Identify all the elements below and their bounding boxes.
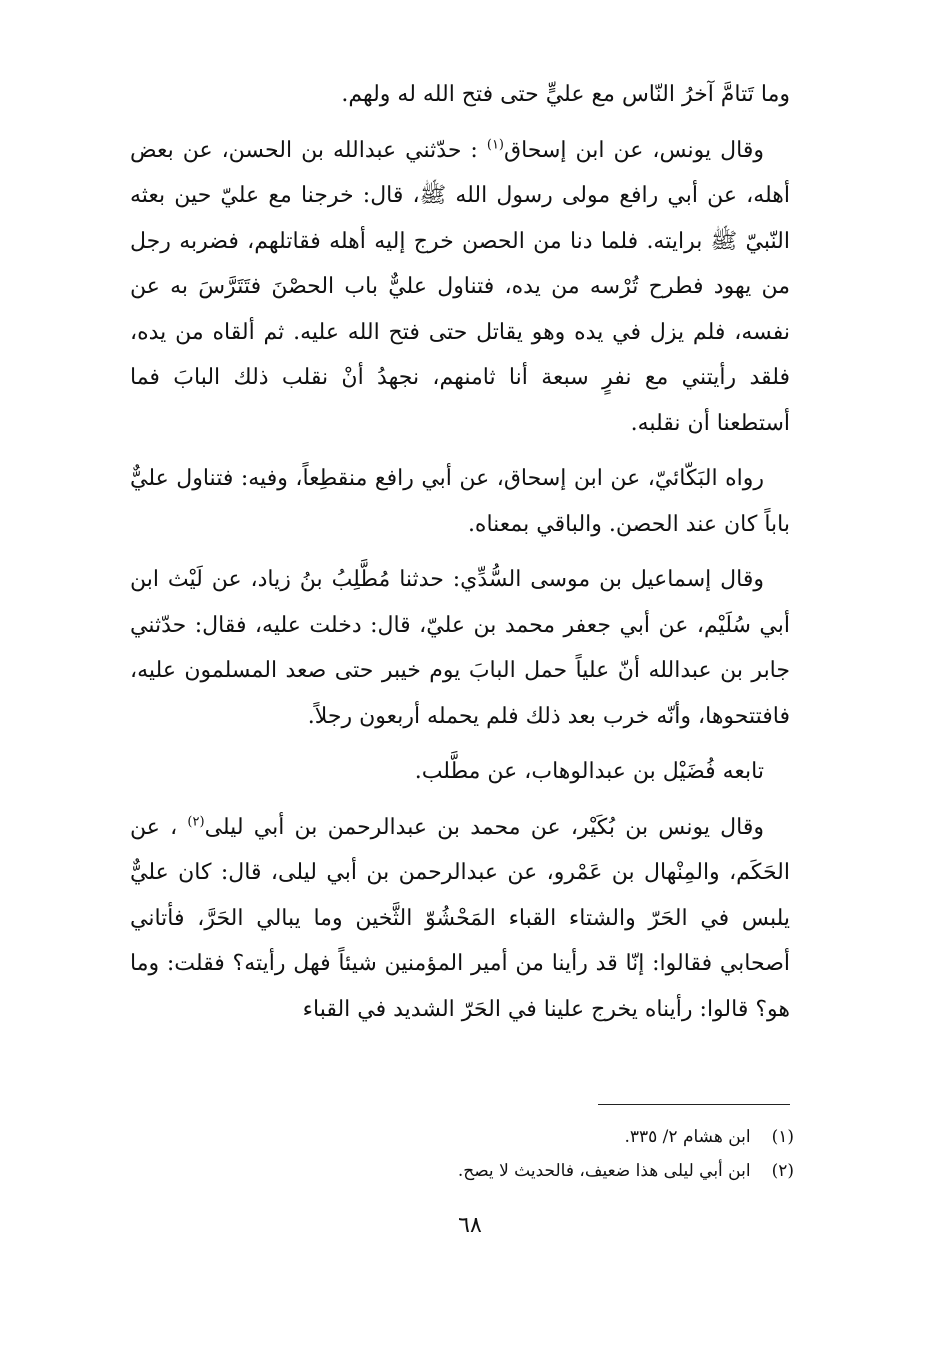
paragraph-5 xyxy=(130,749,790,795)
paragraph-5-text: تابعه فُضَيْل بن عبدالوهاب، عن مطَّلب. xyxy=(414,759,764,784)
paragraph-2-text-after: : حدّثني عبدالله بن الحسن، عن بعض أهله، عن أبي رافع مولى رسول الله ﷺ، قال: خرجنا مع عليّ حين بعثه النّبيّ ﷺ برايته. فلما دنا من الحصن خرج إليه أهله فقاتلهم، فضربه رجل من يهود فطرح تُرْسه من يده، فتناول عليٌّ باب الحصْنَ فتَتَرَّسَ به عن نفسه، فلم يزل في يده وهو يقاتل حتى فتح الله عليه. ثم ألقاه من يده، فلقد رأيتني مع نفرٍ سبعة أنا ثامنهم، نجهدُ أنْ نقلب ذلك البابَ فما أستطعنا أن نقلبه. xyxy=(130,137,790,436)
paragraph-1 xyxy=(130,72,790,118)
footnote-1-number: (١) xyxy=(771,1127,794,1147)
footnote-2 xyxy=(300,1154,794,1188)
paragraph-4 xyxy=(130,557,790,739)
paragraph-6 xyxy=(130,805,790,1033)
paragraph-6-text: وقال يونس بن بُكَيْر، عن محمد بن عبدالرحمن بن أبي ليلى xyxy=(204,814,764,840)
paragraph-1-text: وما تَتامَّ آخرُ النّاس مع عليٍّ حتى فتح الله له ولهم. xyxy=(341,82,790,107)
footnotes xyxy=(300,1120,794,1188)
page-number: ٦٨ xyxy=(458,1213,482,1238)
footnote-2-number: (٢) xyxy=(771,1161,794,1181)
paragraph-2 xyxy=(130,128,790,447)
footnote-2-text: ابن أبي ليلى هذا ضعيف، فالحديث لا يصح. xyxy=(457,1161,751,1181)
footnote-ref-2: (٢) xyxy=(187,814,205,830)
paragraph-6-text-after: ، عن الحَكَم، والمِنْهال بن عَمْرو، عن عبدالرحمن بن أبي ليلى، قال: كان عليٌّ يلبس في الحَرّ والشتاء القباء المَحْشُوّ الثَّخين وما يبالي الحَرَّ، فأتاني أصحابي فقالوا: إنّا قد رأينا من أمير المؤمنين شيئاً فهل رأيته؟ فقلت: وما هو؟ قالوا: رأيناه يخرج علينا في الحَرّ الشديد في القباء xyxy=(130,814,790,1022)
paragraph-3 xyxy=(130,456,790,547)
main-text xyxy=(130,72,790,1032)
paragraph-4-text: وقال إسماعيل بن موسى السُّدِّي: حدثنا مُطَّلِبُ بنُ زياد، عن لَيْث ابن أبي سُلَيْم، عن أبي جعفر محمد بن عليّ، قال: دخلت عليه، فقال: حدّثني جابر بن عبدالله أنّ علياً حمل البابَ يوم خيبر حتى صعد المسلمون عليه، فافتتحوها، وأنّه خرب بعد ذلك فلم يحمله أربعون رجلاً. xyxy=(130,567,790,729)
footnote-ref-1: (١) xyxy=(486,137,504,153)
footnote-1-text: ابن هشام ٢/ ٣٣٥. xyxy=(624,1127,751,1147)
footnote-1 xyxy=(300,1120,794,1154)
paragraph-3-text: رواه البَكّائيّ، عن ابن إسحاق، عن أبي رافع منقطِعاً، وفيه: فتناول عليٌّ باباً كان عند الحصن. والباقي بمعناه. xyxy=(130,466,790,537)
footnote-divider xyxy=(598,1104,790,1105)
paragraph-2-text: وقال يونس، عن ابن إسحاق xyxy=(504,137,764,163)
